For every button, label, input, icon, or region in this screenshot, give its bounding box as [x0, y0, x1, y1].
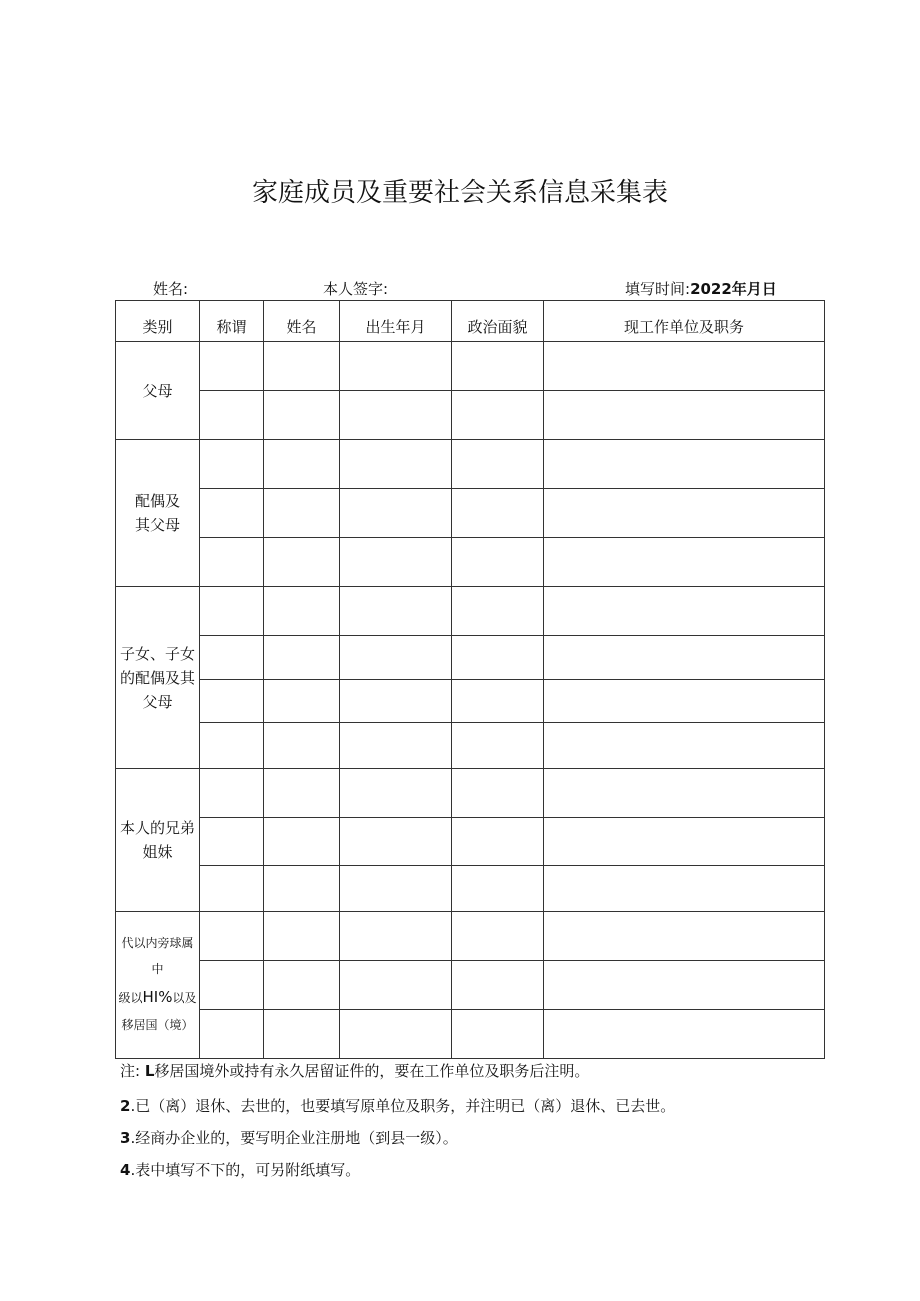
table-row — [116, 866, 825, 912]
note-4 — [120, 1159, 360, 1180]
col-header-political: 政治面貌 — [452, 301, 544, 342]
input-cell[interactable] — [544, 538, 825, 587]
input-cell[interactable] — [264, 636, 340, 680]
input-cell[interactable] — [264, 961, 340, 1010]
input-cell[interactable] — [452, 489, 544, 538]
category-children-line1: 子女、子女 — [119, 644, 195, 663]
input-cell[interactable] — [200, 342, 264, 391]
category-siblings-line1: 本人的兄弟 — [119, 819, 195, 837]
input-cell[interactable] — [264, 391, 340, 440]
note-4-text: .表中填写不下的，可另附纸填写。 — [130, 1161, 361, 1179]
input-cell[interactable] — [340, 538, 452, 587]
input-cell[interactable] — [452, 769, 544, 818]
table-row — [116, 636, 825, 680]
input-cell[interactable] — [544, 961, 825, 1010]
input-cell[interactable] — [264, 342, 340, 391]
input-cell[interactable] — [544, 489, 825, 538]
table-row — [116, 723, 825, 769]
category-spouse-line1: 配偶及 — [134, 492, 180, 510]
table-row — [116, 912, 825, 961]
input-cell[interactable] — [544, 636, 825, 680]
input-cell[interactable] — [544, 866, 825, 912]
input-cell[interactable] — [200, 866, 264, 912]
table-row — [116, 440, 825, 489]
input-cell[interactable] — [452, 1010, 544, 1059]
input-cell[interactable] — [452, 680, 544, 723]
col-header-category: 类别 — [116, 301, 200, 342]
category-other-line3: 移居国（境） — [121, 1018, 194, 1033]
table-row — [116, 1010, 825, 1059]
input-cell[interactable] — [340, 818, 452, 866]
input-cell[interactable] — [264, 1010, 340, 1059]
input-cell[interactable] — [200, 912, 264, 961]
input-cell[interactable] — [264, 489, 340, 538]
category-spouse-line2: 其父母 — [134, 516, 180, 534]
date-value: 2022年月日 — [690, 280, 777, 298]
col-header-birth: 出生年月 — [340, 301, 452, 342]
input-cell[interactable] — [452, 440, 544, 489]
signature-label: 本人签字: — [323, 280, 389, 298]
table-row — [116, 769, 825, 818]
note-4-number: 4 — [120, 1161, 131, 1179]
input-cell[interactable] — [544, 391, 825, 440]
input-cell[interactable] — [544, 769, 825, 818]
note-3 — [120, 1127, 458, 1148]
input-cell[interactable] — [200, 680, 264, 723]
category-children — [116, 587, 200, 769]
input-cell[interactable] — [340, 866, 452, 912]
input-cell[interactable] — [340, 391, 452, 440]
input-cell[interactable] — [544, 818, 825, 866]
input-cell[interactable] — [452, 587, 544, 636]
input-cell[interactable] — [544, 342, 825, 391]
note-1-number: L — [144, 1062, 155, 1080]
col-header-work: 现工作单位及职务 — [544, 301, 825, 342]
input-cell[interactable] — [452, 818, 544, 866]
table-row — [116, 342, 825, 391]
input-cell[interactable] — [340, 342, 452, 391]
name-label: 姓名: — [153, 280, 189, 298]
category-siblings-line2: 姐妹 — [142, 843, 173, 861]
category-children-line2: 的配偶及其 — [119, 668, 195, 687]
input-cell[interactable] — [340, 961, 452, 1010]
input-cell[interactable] — [544, 440, 825, 489]
family-info-table — [115, 300, 825, 1059]
input-cell[interactable] — [264, 538, 340, 587]
note-2-number: 2 — [120, 1097, 131, 1115]
table-row — [116, 680, 825, 723]
category-other-line1: 代以内旁球属中 — [121, 936, 194, 976]
category-children-line3: 父母 — [142, 692, 173, 711]
input-cell[interactable] — [340, 587, 452, 636]
input-cell[interactable] — [264, 723, 340, 769]
input-cell[interactable] — [264, 912, 340, 961]
table-row — [116, 961, 825, 1010]
input-cell[interactable] — [340, 440, 452, 489]
input-cell[interactable] — [544, 1010, 825, 1059]
input-cell[interactable] — [264, 587, 340, 636]
input-cell[interactable] — [452, 538, 544, 587]
input-cell[interactable] — [544, 912, 825, 961]
date-field — [625, 278, 777, 299]
input-cell[interactable] — [452, 866, 544, 912]
input-cell[interactable] — [200, 1010, 264, 1059]
page-title: 家庭成员及重要社会关系信息采集表 — [251, 178, 668, 208]
category-other-line2b: HI% — [142, 987, 173, 1006]
col-header-name: 姓名 — [264, 301, 340, 342]
input-cell[interactable] — [452, 961, 544, 1010]
category-other-relatives — [116, 912, 200, 1059]
input-cell[interactable] — [200, 587, 264, 636]
input-cell[interactable] — [200, 538, 264, 587]
col-header-relation: 称谓 — [200, 301, 264, 342]
input-cell[interactable] — [340, 489, 452, 538]
table-row — [116, 587, 825, 636]
note-3-number: 3 — [120, 1129, 131, 1147]
input-cell[interactable] — [544, 723, 825, 769]
input-cell[interactable] — [200, 636, 264, 680]
date-label: 填写时间: — [625, 280, 691, 298]
input-cell[interactable] — [452, 342, 544, 391]
input-cell[interactable] — [452, 391, 544, 440]
note-3-text: .经商办企业的，要写明企业注册地（到县一级）。 — [130, 1129, 458, 1147]
category-parents: 父母 — [116, 342, 200, 440]
input-cell[interactable] — [264, 680, 340, 723]
note-1 — [120, 1060, 589, 1081]
category-spouse — [116, 440, 200, 587]
input-cell[interactable] — [200, 818, 264, 866]
input-cell[interactable] — [200, 723, 264, 769]
input-cell[interactable] — [264, 440, 340, 489]
table-row — [116, 818, 825, 866]
table-row — [116, 538, 825, 587]
input-cell[interactable] — [264, 769, 340, 818]
input-cell[interactable] — [340, 769, 452, 818]
input-cell[interactable] — [544, 587, 825, 636]
note-prefix: 注: — [120, 1062, 141, 1080]
note-1-text: 移居国境外或持有永久居留证件的，要在工作单位及职务后注明。 — [154, 1062, 590, 1080]
input-cell[interactable] — [544, 680, 825, 723]
input-cell[interactable] — [340, 680, 452, 723]
category-other-line2c: 以及 — [172, 990, 197, 1005]
input-cell[interactable] — [340, 636, 452, 680]
input-cell[interactable] — [452, 912, 544, 961]
note-2 — [120, 1095, 675, 1116]
table-row — [116, 489, 825, 538]
input-cell[interactable] — [200, 489, 264, 538]
input-cell[interactable] — [200, 961, 264, 1010]
table-row — [116, 391, 825, 440]
input-cell[interactable] — [452, 723, 544, 769]
input-cell[interactable] — [200, 391, 264, 440]
input-cell[interactable] — [340, 912, 452, 961]
input-cell[interactable] — [200, 769, 264, 818]
input-cell[interactable] — [264, 866, 340, 912]
category-siblings — [116, 769, 200, 912]
input-cell[interactable] — [452, 636, 544, 680]
table-header-row — [116, 301, 825, 342]
input-cell[interactable] — [340, 1010, 452, 1059]
input-cell[interactable] — [200, 440, 264, 489]
input-cell[interactable] — [264, 818, 340, 866]
note-2-text: .已（离）退休、去世的，也要填写原单位及职务，并注明已（离）退休、已去世。 — [130, 1097, 676, 1115]
category-other-line2a: 级以 — [118, 990, 143, 1005]
input-cell[interactable] — [340, 723, 452, 769]
